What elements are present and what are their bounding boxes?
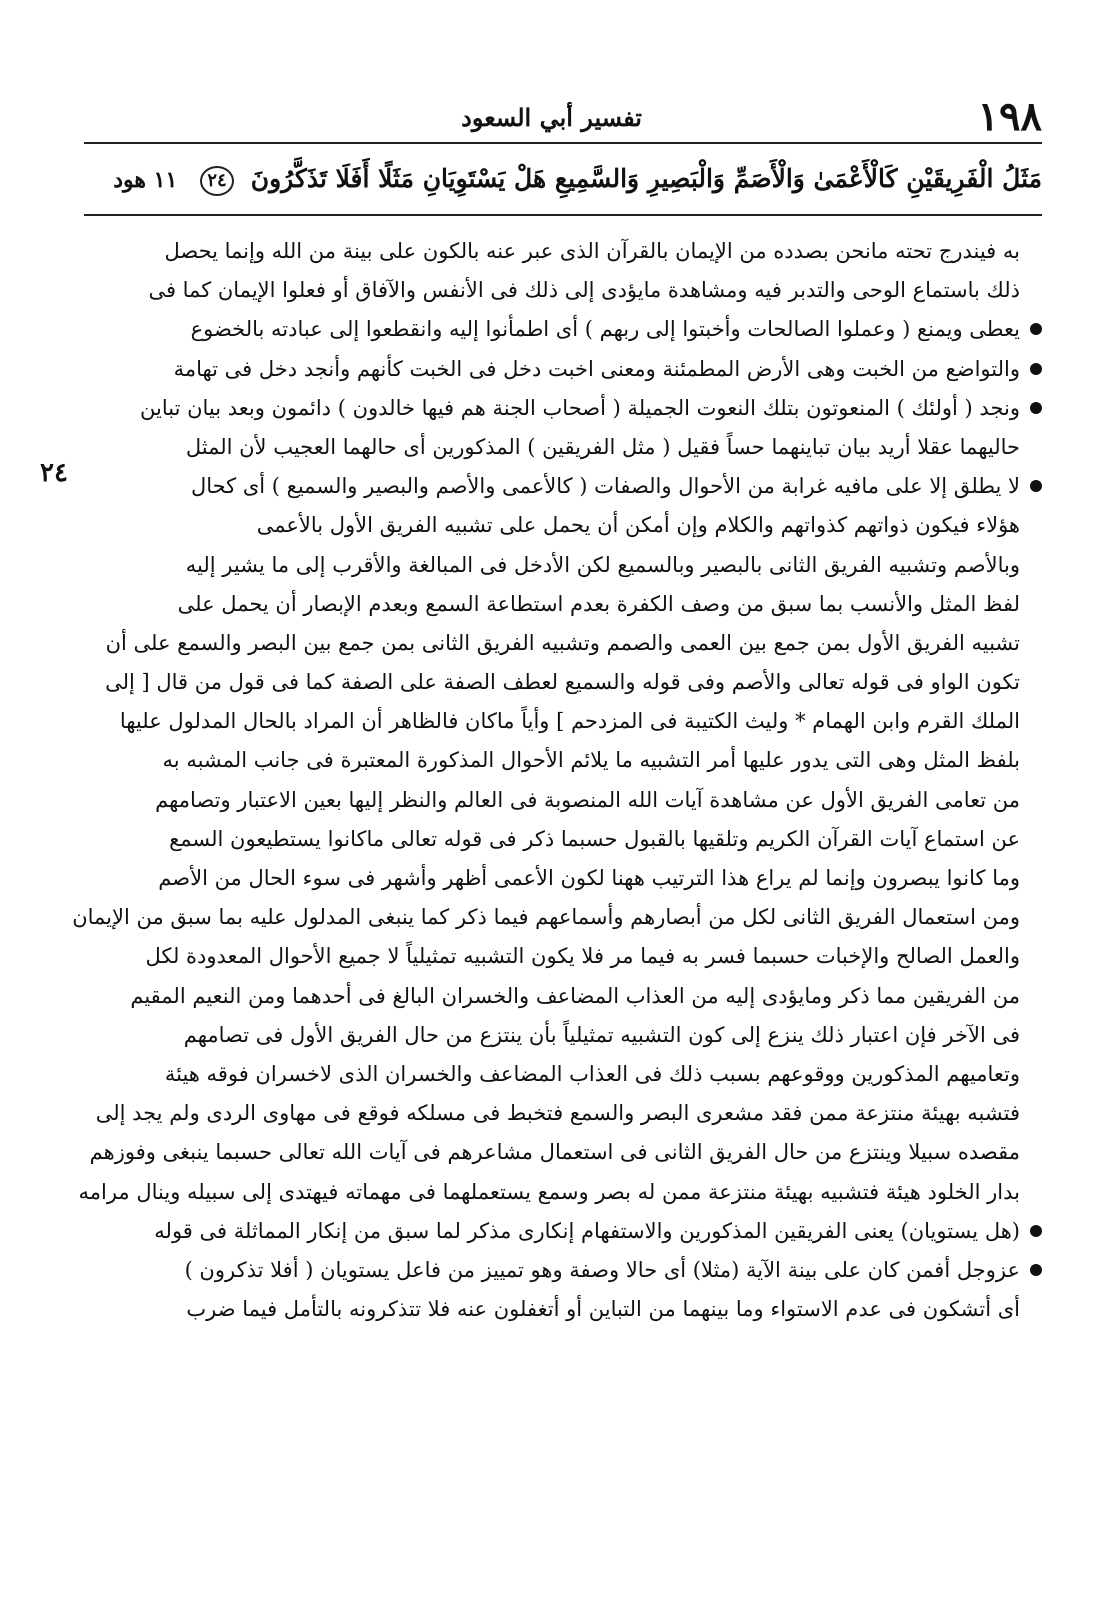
quran-verse-line [84,150,1042,208]
text-line [72,1212,1042,1251]
line-text: عن استماع آيات القرآن الكريم وتلقيها بالقبول حسبما ذكر فى قوله تعالى ماكانوا يستطيعون السمع [169,826,1020,851]
text-line [72,898,1042,937]
text-line [72,506,1042,545]
page-header [84,92,1042,142]
line-text: ومن استعمال الفريق الثانى لكل من أبصارهم وأسماعهم فيما ذكر كما ينبغى المدلول عليه بما سبق من الإيمان [72,905,1020,930]
text-line [72,271,1042,310]
text-line [72,350,1042,389]
line-text: هؤلاء فيكون ذواتهم كذواتهم والكلام وإن أمكن أن يحمل على تشبيه الفريق الأول بالأعمى [256,513,1020,538]
margin-verse-number: ٢٤ [40,458,68,488]
text-line [72,467,1042,506]
text-line [72,1290,1042,1329]
text-line [72,820,1042,859]
line-text: تشبيه الفريق الأول بمن جمع بين العمى والصمم وتشبيه الفريق الثانى بمن جمع بين البصر والسمع على أن [105,630,1020,655]
text-line [72,546,1042,585]
text-line [72,585,1042,624]
ayah-number-marker: ٢٤ [200,166,234,196]
line-text: من الفريقين مما ذكر ومايؤدى إليه من العذاب المضاعف والخسران البالغ فى أحدهما ومن النعيم المقيم [130,983,1020,1008]
text-line [72,1251,1042,1290]
text-line [72,977,1042,1016]
bullet-marker [1030,1225,1042,1237]
verse-divider [84,214,1042,216]
text-line [72,859,1042,898]
text-line [72,1094,1042,1133]
bullet-marker [1030,402,1042,414]
line-text: بلفظ المثل وهى التى يدور عليها أمر التشبيه ما يلائم الأحوال المذكورة المعتبرة فى جانب المشبه به [162,748,1020,773]
line-text: فى الآخر فإن اعتبار ذلك ينزع إلى كون التشبيه تمثيلياً بأن ينتزع من حال الفريق الأول فى تصامهم [183,1022,1020,1047]
page-number: ١٩٨ [977,93,1042,140]
line-text: تكون الواو فى قوله تعالى والأصم وفى قوله والسميع لعطف الصفة على الصفة كما فى قول من قال [ إلى [105,670,1020,695]
line-text: وما كانوا يبصرون وإنما لم يراع هذا الترتيب ههنا لكون الأعمى أظهر وأشهر فى سوء الحال من الأصم [158,866,1020,890]
text-line [72,1133,1042,1172]
line-text: بدار الخلود هيئة فتشبيه بهيئة منتزعة ممن له بصر وسمع يستعملهما فى مهماته فيهتدى إلى سبيله وينال مرامه [78,1179,1020,1204]
line-text: فتشبه بهيئة منتزعة ممن فقد مشعرى البصر والسمع فتخبط فى مسلكه فوقع فى مهاوى الردى ولم يجد إلى [95,1101,1020,1126]
text-line [72,663,1042,702]
verse-text: مَثَلُ الْفَرِيقَيْنِ كَالْأَعْمَىٰ وَالْأَصَمِّ وَالْبَصِيرِ وَالسَّمِيعِ هَلْ يَسْتَوِيَانِ مَثَلًا أَفَلَا تَذَكَّرُونَ [250,164,1042,193]
text-line [72,937,1042,976]
text-line [72,1055,1042,1094]
text-line [72,702,1042,741]
line-text: أى أتشكون فى عدم الاستواء وما بينهما من التباين أو أتغفلون عنه فلا تتذكرونه بالتأمل فيما ضرب [186,1297,1020,1322]
line-text: وتعاميهم المذكورين ووقوعهم بسبب ذلك فى العذاب المضاعف والخسران الذى لاخسران فوقه هيئة [164,1061,1020,1086]
surah-reference: ١١ هود [113,167,178,193]
header-divider [84,142,1042,144]
bullet-marker [1030,1264,1042,1276]
running-title: تفسير أبي السعود [461,103,642,132]
text-line [72,781,1042,820]
line-text: مقصده سبيلا وينتزع من حال الفريق الثانى فى استعمال مشاعرهم فى آيات الله تعالى حسبما ينبغى وفوزهم [89,1140,1020,1165]
text-line [72,1016,1042,1055]
line-text: حاليهما عقلا أريد بيان تباينهما حساً فقيل ( مثل الفريقين ) المذكورين أى حالهما العجيب لأن المثل [185,434,1020,459]
bullet-marker [1030,363,1042,375]
text-line [72,232,1042,271]
line-text: ذلك باستماع الوحى والتدبر فيه ومشاهدة مايؤدى إلى ذلك فى الأنفس والآفاق أو فعلوا الإيمان كما فى [148,278,1020,303]
text-line [72,428,1042,467]
line-text: لفظ المثل والأنسب بما سبق من وصف الكفرة بعدم استطاعة السمع وبعدم الإبصار أن يحمل على [177,591,1020,616]
line-text: من تعامى الفريق الأول عن مشاهدة آيات الله المنصوبة فى العالم والنظر إليها بعين الاعتبار وتصامهم [155,787,1020,812]
commentary-body [72,232,1042,1582]
line-text: يعطى ويمنع ( وعملوا الصالحات وأخبتوا إلى ربهم ) أى اطمأنوا إليه وانقطعوا إلى عبادته بالخضوع [190,317,1020,342]
line-text: وبالأصم وتشبيه الفريق الثانى بالبصير وبالسميع لكن الأدخل فى المبالغة والأقرب إلى ما يشير إليه [185,552,1020,577]
line-text: به فيندرج تحته مانحن بصدده من الإيمان بالقرآن الذى عبر عنه بالكون على بينة من الله وإنما يحصل [164,239,1020,263]
line-text: ونجد ( أولئك ) المنعوتون بتلك النعوت الجميلة ( أصحاب الجنة هم فيها خالدون ) دائمون وبعد بيان تباين [140,395,1020,420]
line-text: لا يطلق إلا على مافيه غرابة من الأحوال والصفات ( كالأعمى والأصم والبصير والسميع ) أى كحال [190,474,1020,499]
text-line [72,310,1042,349]
text-line [72,1173,1042,1212]
line-text: (هل يستويان) يعنى الفريقين المذكورين والاستفهام إنكارى مذكر لما سبق من إنكار المماثلة فى قوله [154,1218,1020,1243]
line-text: الملك القرم وابن الهمام * وليث الكتيبة فى المزدحم ] وأياً ماكان فالظاهر أن المراد بالحال المدلول عليها [119,709,1020,734]
text-line [72,741,1042,780]
text-line [72,624,1042,663]
line-text: عزوجل أفمن كان على بينة الآية (مثلا) أى حالا وصفة وهو تمييز من فاعل يستويان ( أفلا تذكرون ) [184,1257,1020,1282]
line-text: والعمل الصالح والإخبات حسبما فسر به فيما مر فلا يكون التشبيه تمثيلياً لا جميع الأحوال المعدودة لكل [145,944,1020,969]
text-line [72,389,1042,428]
line-text: والتواضع من الخبت وهى الأرض المطمئنة ومعنى اخبت دخل فى الخبت كأنهم وأنجد دخل فى تهامة [173,356,1020,381]
